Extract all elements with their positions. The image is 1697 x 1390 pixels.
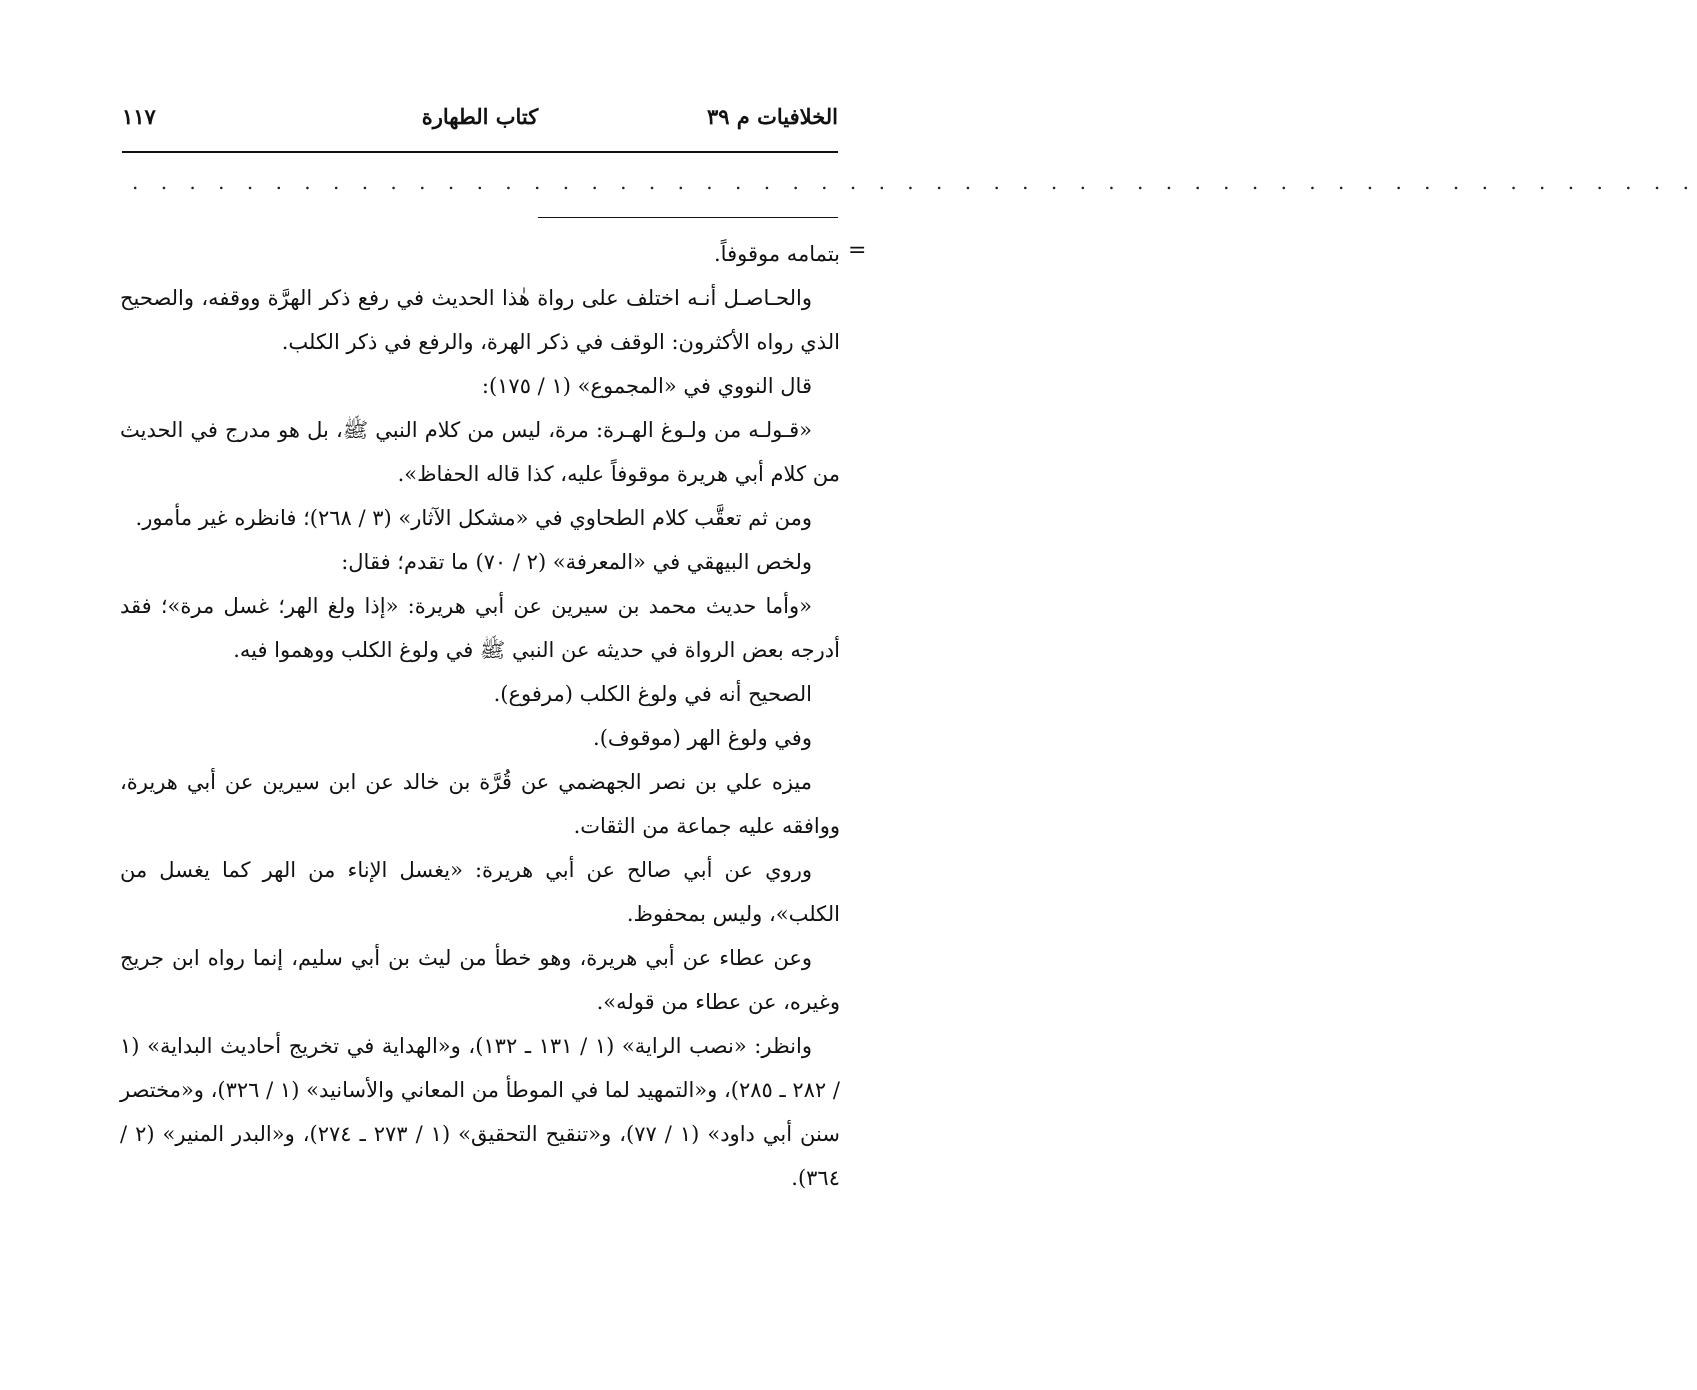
running-head-title: كتاب الطهارة <box>421 104 539 129</box>
paragraph: بتمامه موقوفاً. <box>714 242 840 266</box>
paragraph: وروي عن أبي صالح عن أبي هريرة: «يغسل الإناء من الهر كما يغسل من الكلب»، وليس بمحفوظ. <box>120 858 840 926</box>
page-header <box>122 104 838 144</box>
footnote-rule <box>538 217 838 218</box>
paragraph: وعن عطاء عن أبي هريرة، وهو خطأ من ليث بن أبي سليم، إنما رواه ابن جريج وغيره، عن عطاء من قوله». <box>120 946 840 1014</box>
quote-paragraph: «قـولـه من ولـوغ الهـرة: مرة، ليس من كلام النبي ﷺ، بل هو مدرج في الحديث من كلام أبي هريرة موقوفاً عليه، كذا قاله الحفاظ». <box>120 418 840 486</box>
paragraph: ميزه علي بن نصر الجهضمي عن قُرَّة بن خالد عن ابن سيرين عن أبي هريرة، ووافقه عليه جماعة من الثقات. <box>120 770 840 838</box>
paragraph: قال النووي في «المجموع» (١ / ١٧٥): <box>481 374 812 398</box>
references-paragraph: وانظر: «نصب الراية» (١ / ١٣١ ـ ١٣٢)، و«الهداية في تخريج أحاديث البداية» (١ / ٢٨٢ ـ ٢٨٥)، و«التمهيد لما في الموطأ من المعاني والأسانيد» (١ / ٣٢٦)، و«مختصر سنن أبي داود» (١ / ٧٧)، و«تنقيح التحقيق» (١ / ٢٧٣ ـ ٢٧٤)، و«البدر المنير» (٢ / ٣٦٤). <box>120 1034 840 1190</box>
paragraph: وفي ولوغ الهر (موقوف). <box>593 726 812 750</box>
paragraph: الصحيح أنه في ولوغ الكلب (مرفوع). <box>493 682 812 706</box>
footnote-text <box>120 232 840 1200</box>
quote-paragraph: «وأما حديث محمد بن سيرين عن أبي هريرة: «إذا ولغ الهر؛ غسل مرة»؛ فقد أدرجه بعض الرواة في حديثه عن النبي ﷺ في ولوغ الكلب ووهموا فيه. <box>120 594 840 662</box>
header-rule <box>122 151 838 153</box>
paragraph: ولخص البيهقي في «المعرفة» (٢ / ٧٠) ما تقدم؛ فقال: <box>341 550 812 574</box>
paragraph: ومن ثم تعقَّب كلام الطحاوي في «مشكل الآثار» (٣ / ٢٦٨)؛ فانظره غير مأمور. <box>135 506 812 530</box>
footnote-continuation-mark: = <box>848 238 867 263</box>
page-number: ١١٧ <box>122 104 156 129</box>
dotted-separator: . . . . . . . . . . . . . . . . . . . . . . . . . . . . . . . . . . . . . . . . . . . . . . . . . . . . . . . <box>132 170 1697 194</box>
running-head-section: الخلافيات م ٣٩ <box>706 104 838 129</box>
paragraph: والحـاصـل أنـه اختلف على رواة هٰذا الحديث في رفع ذكر الهرَّة ووقفه، والصحيح الذي رواه الأكثرون: الوقف في ذكر الهرة، والرفع في ذكر الكلب. <box>120 286 840 354</box>
